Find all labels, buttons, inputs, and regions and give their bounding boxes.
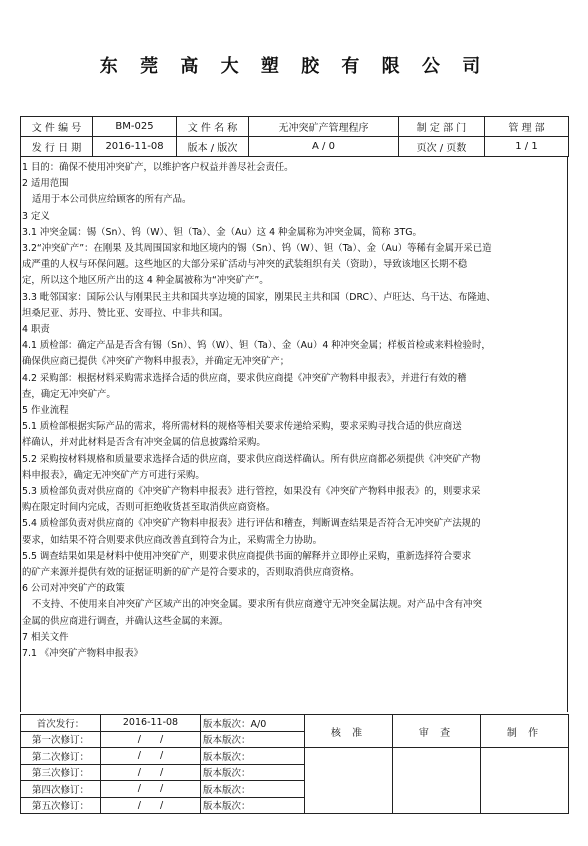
review-label: 审 查 [393, 715, 481, 748]
body-line: 定，所以这个地区所产出的这 4 种金属被称为“冲突矿产”。 [22, 275, 269, 287]
body-line: 适用于本公司供应给顾客的所有产品。 [32, 194, 192, 206]
approve-label: 核 准 [305, 715, 393, 748]
body-line: 5.5 调查结果如果是材料中使用冲突矿产，则要求供应商提供书面的解释并立即停止采购，重新选择符合要求 [22, 550, 472, 562]
body-line: 查，确定无冲突矿产。 [22, 388, 116, 400]
body-line: 3.2“冲突矿产”：在刚果 及其周围国家和地区境内的锡（Sn）、钨（W）、钽（Ta）、金（Au）等稀有金属开采已造 [22, 243, 492, 255]
section-heading: 5 作业流程 [22, 405, 69, 417]
body-line: 确保供应商已提供《冲突矿产物料申报表》，并确定无冲突矿产； [22, 356, 290, 368]
body-line: 的矿产来源并提供有效的证据证明新的矿产是符合要求的，否则取消供应商资格。 [22, 567, 360, 579]
section-heading: 6 公司对冲突矿产的政策 [22, 583, 125, 595]
revision-2-date: / / [101, 748, 201, 765]
page-label: 页次 / 页数 [399, 137, 485, 157]
revision-5-version-label: 版本版次： [201, 797, 305, 814]
issue-date: 2016-11-08 [93, 137, 177, 157]
first-issue-date: 2016-11-08 [101, 715, 201, 732]
doc-name-label: 文 件 名 称 [177, 117, 249, 137]
revision-1-version-label: 版本版次： [201, 731, 305, 748]
revision-5-label: 第五次修订： [21, 797, 101, 814]
body-line: 4.2 采购部：根据材料采购需求选择合适的供应商，要求供应商提《冲突矿产物料申报表》，并进行有效的稽 [22, 372, 467, 384]
body-line: 5.2 采购按材料规格和质量要求选择合适的供应商，要求供应商送样确认。所有供应商都必须提供《冲突矿产物 [22, 453, 481, 465]
body-line: 样确认，并对此材料是否含有冲突金属的信息披露给采购。 [22, 437, 266, 449]
first-issue-label: 首次发行： [21, 715, 101, 732]
body-line: 不支持、不使用来自冲突矿产区域产出的冲突金属。要求所有供应商遵守无冲突金属法规。对产品中含有冲突 [32, 599, 483, 611]
review-signature-box [393, 748, 481, 814]
body-line: 成严重的人权与环保问题。这些地区的大部分采矿活动与冲突的武装组织有关（资助），导致该地区长期不稳 [22, 259, 468, 271]
body-line: 3.1 冲突金属：锡（Sn）、钨（W）、钽（Ta）、金（Au）这 4 种金属称为冲突金属，简称 3TG。 [22, 226, 422, 238]
body-line: 1 目的：确保不使用冲突矿产，以维护客户权益并善尽社会责任。 [22, 162, 294, 173]
make-label: 制 作 [481, 715, 569, 748]
page-count: 1 / 1 [485, 137, 569, 157]
document-header-table [20, 116, 569, 157]
body-line: 4.1 质检部：确定产品是否含有锡（Sn）、钨（W）、钽（Ta）、金（Au）4 种冲突金属；样板首检或来料检验时， [22, 340, 491, 352]
revision-1-date: / / [101, 731, 201, 748]
revision-2-label: 第二次修订： [21, 748, 101, 765]
revision-5-date: / / [101, 797, 201, 814]
first-version-value: A/0 [250, 718, 267, 730]
approve-signature-box [305, 748, 393, 814]
section-heading: 2 适用范围 [22, 178, 69, 190]
revision-2-version-label: 版本版次： [201, 748, 305, 765]
dept: 管 理 部 [485, 117, 569, 137]
revision-3-version-label: 版本版次： [201, 764, 305, 781]
body-line: 购在限定时间内完成，否则可拒绝收货甚至取消供应商资格。 [22, 502, 276, 514]
revision-4-label: 第四次修订： [21, 781, 101, 798]
body-line: 金属的供应商进行调查，并确认这些金属的来源。 [22, 615, 229, 627]
date-label: 发 行 日 期 [21, 137, 93, 157]
dept-label: 制 定 部 门 [399, 117, 485, 137]
first-version [201, 715, 305, 732]
body-line: 坦桑尼亚、苏丹、赞比亚、安哥拉、中非共和国。 [22, 307, 229, 319]
revision-1-label: 第一次修订： [21, 731, 101, 748]
revision-4-date: / / [101, 781, 201, 798]
company-name: 东 莞 高 大 塑 胶 有 限 公 司 [99, 56, 489, 77]
body-line: 要求，如结果不符合则要求供应商改善直到符合为止，采购需全力协助。 [22, 534, 323, 546]
body-line: 3.3 毗邻国家：国际公认与刚果民主共和国共享边境的国家，刚果民主共和国（DRC）、卢旺达、乌干达、布隆迪、 [22, 291, 496, 303]
revision-4-version-label: 版本版次： [201, 781, 305, 798]
first-version-label: 版本版次： [203, 718, 251, 730]
revision-footer-table [20, 714, 569, 814]
doc-no: BM-025 [93, 117, 177, 137]
doc-name: 无冲突矿产管理程序 [249, 117, 399, 137]
make-signature-box [481, 748, 569, 814]
version: A / 0 [249, 137, 399, 157]
body-line: 5.3 质检部负责对供应商的《冲突矿产物料申报表》进行管控，如果没有《冲突矿产物料申报表》的，则要求采 [22, 486, 481, 498]
version-label: 版本 / 版次 [177, 137, 249, 157]
document-body [22, 160, 562, 662]
section-heading: 3 定义 [22, 210, 50, 222]
body-line: 5.4 质检部负责对供应商的《冲突矿产物料申报表》进行评估和稽查，判断调查结果是否符合无冲突矿产法规的 [22, 518, 481, 530]
revision-3-date: / / [101, 764, 201, 781]
body-line: 料申报表》，确定无冲突矿产方可进行采购。 [22, 469, 205, 481]
section-heading: 7 相关文件 [22, 631, 69, 643]
body-line: 7.1 《冲突矿产物料申报表》 [22, 648, 144, 660]
revision-3-label: 第三次修订： [21, 764, 101, 781]
body-line: 5.1 质检部根据实际产品的需求，将所需材料的规格等相关要求传递给采购，要求采购寻找合适的供应商送 [22, 421, 462, 433]
doc-no-label: 文 件 编 号 [21, 117, 93, 137]
section-heading: 4 职责 [22, 324, 50, 336]
